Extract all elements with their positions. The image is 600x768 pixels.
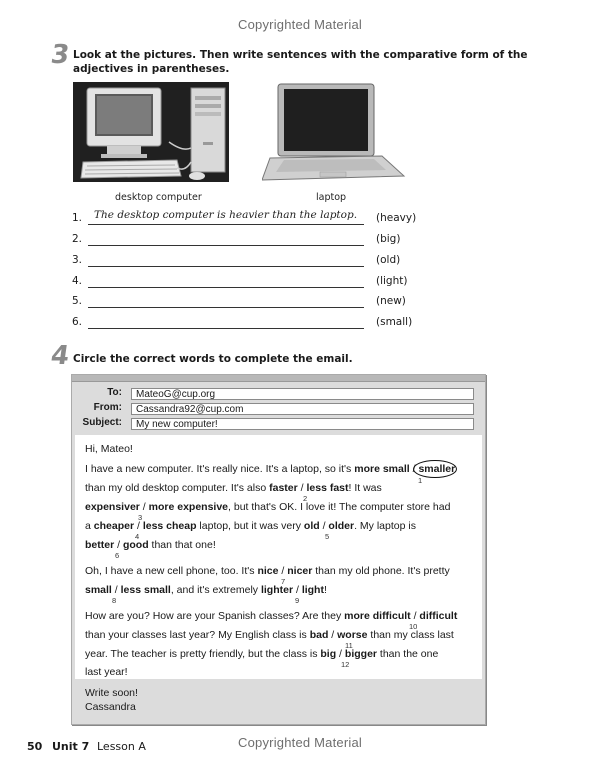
blank-number: 6 — [115, 551, 120, 560]
adjective-hint: (heavy) — [376, 212, 417, 224]
choice-smaller[interactable]: smaller — [418, 463, 456, 475]
item-number: 4. — [72, 275, 83, 287]
answer-line[interactable] — [88, 287, 364, 288]
exercise-3-item-4 — [72, 275, 432, 291]
item-number: 2. — [72, 233, 83, 245]
blank-number: 10 — [409, 622, 418, 631]
copyright-header: Copyrighted Material — [238, 17, 362, 32]
blank-number: 9 — [295, 596, 300, 605]
email-line: year. The teacher is pretty friendly, but the class is big / bigger than the one — [85, 648, 439, 660]
item-number: 3. — [72, 254, 83, 266]
exercise-3-item-6 — [72, 316, 432, 332]
desktop-computer-image — [73, 82, 229, 182]
adjective-hint: (new) — [376, 295, 406, 307]
answer-line[interactable] — [88, 328, 364, 329]
email-title-bar — [72, 375, 485, 382]
exercise-3-instruction-line2: adjectives in parentheses. — [73, 63, 230, 75]
item-number: 1. — [72, 212, 83, 224]
footer-unit: Unit 7 — [52, 740, 90, 753]
exercise-4-number: 4 — [48, 341, 72, 371]
email-closing: Write soon! — [85, 687, 138, 699]
email-line: How are you? How are your Spanish classes? Are they more difficult / difficult — [85, 610, 458, 622]
adjective-hint: (old) — [376, 254, 401, 266]
item-number: 5. — [72, 295, 83, 307]
email-window — [71, 374, 486, 725]
exercise-3-item-5 — [72, 295, 432, 311]
adjective-hint: (light) — [376, 275, 408, 287]
email-line: a cheaper / less cheap laptop, but it was very old / older. My laptop is — [85, 520, 416, 532]
item-number: 6. — [72, 316, 83, 328]
blank-number: 7 — [281, 577, 286, 586]
answer-line[interactable] — [88, 307, 364, 308]
blank-number: 8 — [112, 596, 117, 605]
email-line: expensiver / more expensive, but that's OK. I love it! The computer store had — [85, 501, 451, 513]
from-label: From: — [93, 402, 122, 413]
blank-number: 12 — [341, 660, 350, 669]
email-line: better / good than that one! — [85, 539, 216, 551]
to-label: To: — [107, 387, 122, 398]
blank-number: 5 — [325, 532, 330, 541]
blank-number: 3 — [138, 513, 143, 522]
laptop-image — [262, 82, 412, 182]
subject-label: Subject: — [82, 417, 122, 428]
email-signature: Cassandra — [85, 701, 136, 713]
to-field[interactable]: MateoG@cup.org — [131, 388, 474, 400]
blank-number: 11 — [345, 641, 353, 650]
answer-line[interactable] — [88, 266, 364, 267]
blank-number: 4 — [135, 532, 140, 541]
blank-number: 2 — [303, 494, 308, 503]
subject-field[interactable]: My new computer! — [131, 418, 474, 430]
email-greeting: Hi, Mateo! — [85, 443, 133, 455]
page-number: 50 — [27, 740, 43, 753]
blank-number: 1 — [418, 476, 423, 485]
answer-text: The desktop computer is heavier than the laptop. — [94, 209, 358, 221]
answer-line[interactable] — [88, 224, 364, 225]
email-line: small / less small, and it's extremely lighter / light! — [85, 584, 327, 596]
adjective-hint: (big) — [376, 233, 401, 245]
email-body — [75, 435, 482, 679]
email-line: last year! — [85, 666, 128, 678]
adjective-hint: (small) — [376, 316, 413, 328]
footer-lesson: Lesson A — [97, 740, 146, 753]
email-line: Oh, I have a new cell phone, too. It's nice / nicer than my old phone. It's pretty — [85, 565, 450, 577]
exercise-3-number: 3 — [48, 40, 72, 70]
answer-line[interactable] — [88, 245, 364, 246]
email-line: I have a new computer. It's really nice. It's a laptop, so it's more small / smaller — [85, 463, 456, 475]
copyright-footer: Copyrighted Material — [238, 735, 362, 750]
exercise-3-item-3 — [72, 254, 432, 270]
exercise-3-item-2 — [72, 233, 432, 249]
exercise-4-instruction: Circle the correct words to complete the email. — [73, 353, 353, 365]
email-line: than my old desktop computer. It's also faster / less fast! It was — [85, 482, 382, 494]
from-field[interactable]: Cassandra92@cup.com — [131, 403, 474, 415]
exercise-3-item-1 — [72, 209, 432, 228]
exercise-3-instruction-line1: Look at the pictures. Then write sentences with the comparative form of the — [73, 49, 528, 61]
caption-laptop: laptop — [316, 192, 347, 203]
email-line: than your classes last year? My English class is bad / worse than my class last — [85, 629, 454, 641]
caption-desktop-computer: desktop computer — [115, 192, 202, 203]
